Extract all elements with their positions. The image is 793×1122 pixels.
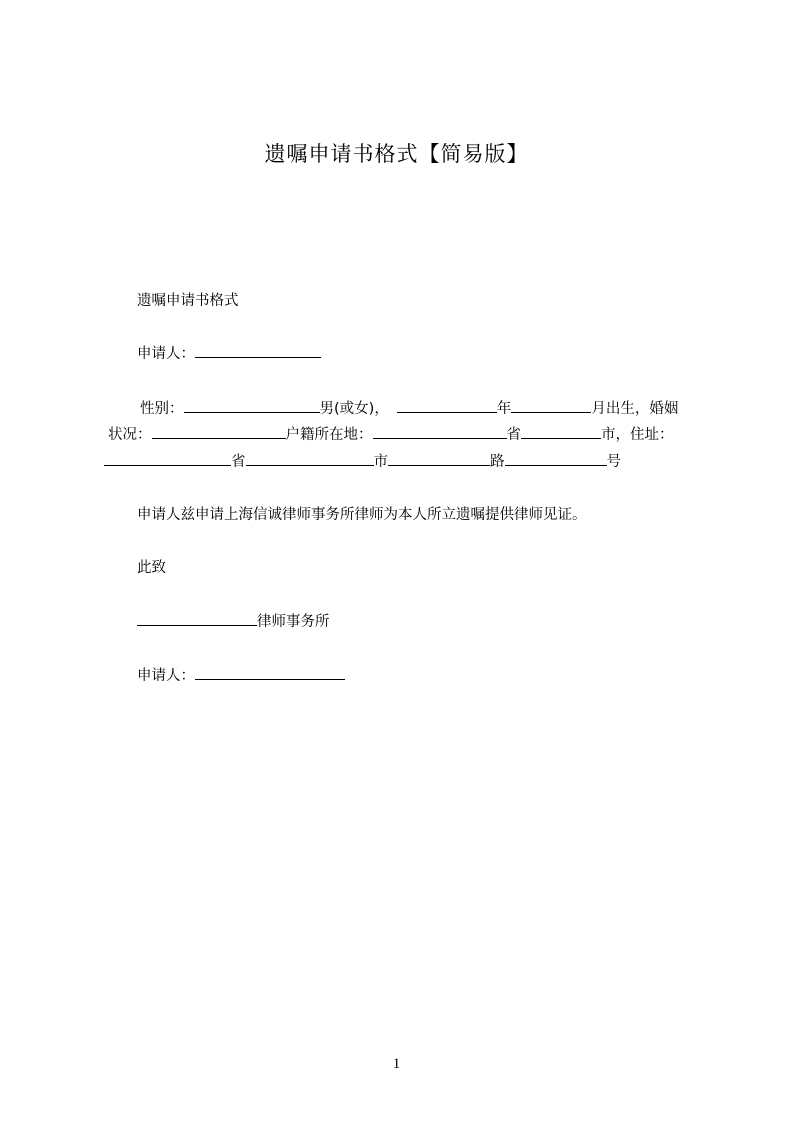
gender-suffix: 男(或女)，: [319, 401, 389, 417]
number-label: 号: [606, 454, 621, 470]
address-province-blank: [104, 451, 231, 466]
birth-year-blank: [397, 398, 497, 413]
household-city-blank: [521, 424, 601, 439]
section-heading: 遗嘱申请书格式: [137, 293, 239, 309]
document-title: 遗嘱申请书格式【简易版】: [264, 142, 529, 166]
applicant-label: 申请人：: [137, 346, 195, 362]
status-household-line: [108, 424, 674, 445]
applicant-name-blank: [195, 343, 321, 358]
gender-birth-line: [140, 398, 678, 419]
applicant-line: [137, 343, 321, 364]
address-number-blank: [505, 451, 607, 466]
gender-label: 性别：: [140, 401, 184, 417]
household-label: 户籍所在地：: [285, 427, 373, 443]
birth-month-blank: [511, 398, 591, 413]
applicant-signature-blank: [195, 665, 345, 680]
marital-status-blank: [152, 424, 286, 439]
law-firm-line: [137, 611, 330, 632]
firm-suffix: 律师事务所: [257, 614, 330, 630]
law-firm-name-blank: [137, 611, 257, 626]
gender-blank: [184, 398, 320, 413]
birth-label: 月出生，婚姻: [591, 401, 679, 417]
request-text: 申请人兹申请上海信诚律师事务所律师为本人所立遗嘱提供律师见证。: [137, 507, 587, 523]
applicant-label-2: 申请人：: [137, 668, 195, 684]
page-number: 1: [392, 1056, 401, 1072]
signature-line: [137, 665, 345, 686]
address-city-blank: [246, 451, 374, 466]
city-address-label: 市，住址：: [601, 427, 674, 443]
address-line: [104, 451, 621, 472]
salutation: 此致: [137, 560, 166, 576]
address-road-blank: [388, 451, 490, 466]
road-label: 路: [490, 454, 505, 470]
year-label: 年: [496, 401, 512, 417]
household-province-blank: [373, 424, 507, 439]
province-label-2: 省: [231, 454, 246, 470]
city-label: 市: [373, 454, 388, 470]
status-label: 状况：: [108, 427, 152, 443]
province-label: 省: [506, 427, 521, 443]
